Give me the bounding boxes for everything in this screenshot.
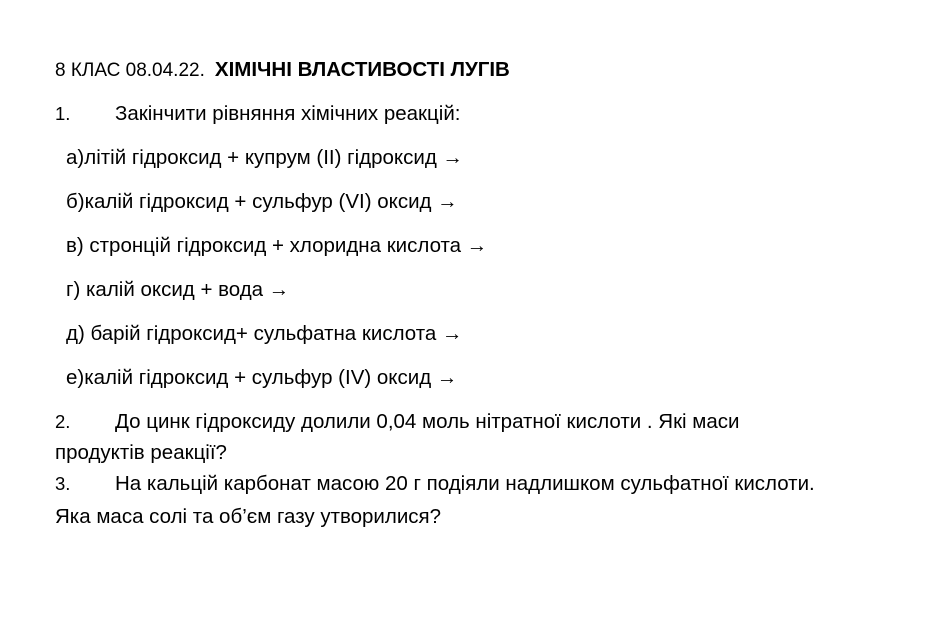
task-3-text-line-1: На кальцій карбонат масою 20 г подіяли надлишком сульфатної кислоти. (115, 472, 815, 495)
reaction-item: г) калій оксид + вода → (66, 278, 290, 301)
task-2 (55, 410, 739, 434)
task-3 (55, 472, 815, 496)
page-header (55, 58, 510, 83)
page-title: ХІМІЧНІ ВЛАСТИВОСТІ ЛУГІВ (214, 58, 510, 81)
task-2-number: 2. (55, 411, 71, 432)
reaction-item: а)літій гідроксид + купрум (ІІ) гідроксид → (66, 146, 463, 169)
task-3-text-line-2: Яка маса солі та об’єм газу утворилися? (55, 505, 442, 528)
task-1-number: 1. (55, 103, 71, 124)
task-2-text-line-2: продуктів реакції? (55, 441, 227, 464)
task-2-text-line-1: До цинк гідроксиду долили 0,04 моль нітратної кислоти . Які маси (115, 410, 740, 433)
reaction-item: б)калій гідроксид + сульфур (VI) оксид → (66, 190, 458, 213)
reaction-item: в) стронцій гідроксид + хлоридна кислота → (66, 234, 488, 257)
reaction-item: е)калій гідроксид + сульфур (IV) оксид → (66, 366, 458, 389)
task-3-number: 3. (55, 473, 71, 494)
reaction-item: д) барій гідроксид+ сульфатна кислота → (66, 322, 463, 345)
class-date: 8 КЛАС 08.04.22. (55, 60, 205, 81)
task-1 (55, 102, 460, 126)
task-1-text: Закінчити рівняння хімічних реакцій: (115, 102, 461, 125)
